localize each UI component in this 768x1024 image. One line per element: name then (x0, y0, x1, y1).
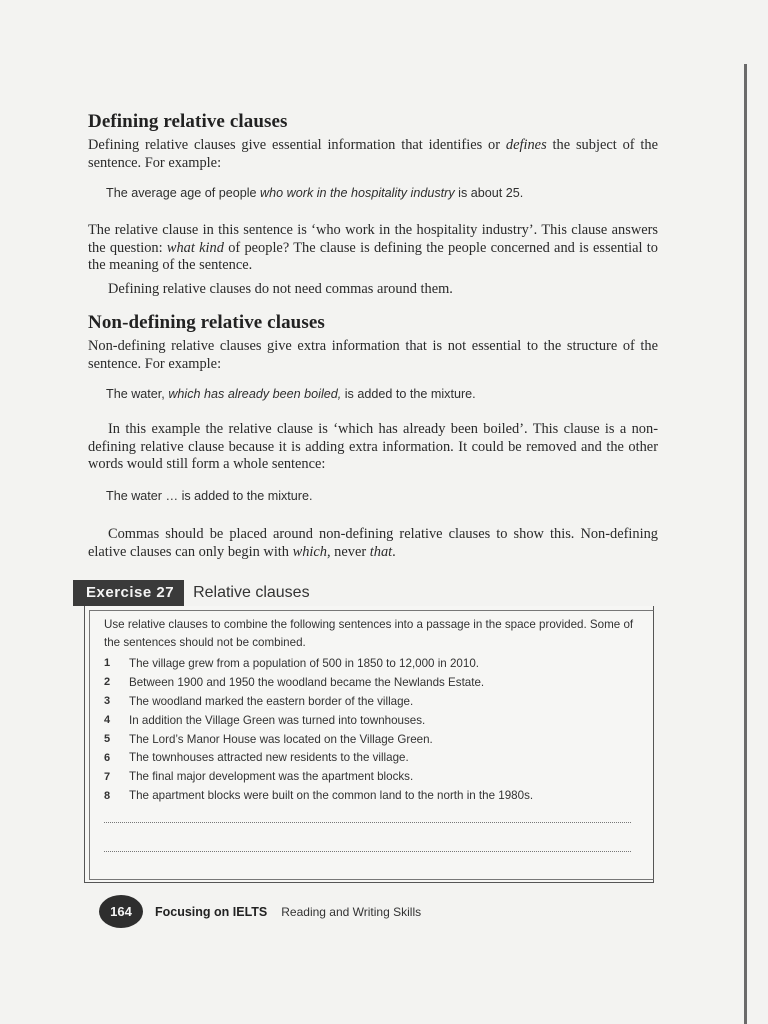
exercise-header (73, 580, 310, 606)
exercise-item (104, 786, 634, 805)
exercise-item-text: The Lord’s Manor House was located on the Village Green. (129, 732, 433, 746)
exercise-item-number: 6 (104, 751, 111, 764)
exercise-item-number: 1 (104, 657, 111, 670)
exercise-item-text: Between 1900 and 1950 the woodland became the Newlands Estate. (129, 675, 485, 689)
exercise-tag: Exercise 27 (73, 580, 184, 606)
exercise-item-text: The final major development was the apartment blocks. (129, 770, 414, 784)
exercise-instructions: Use relative clauses to combine the following sentences into a passage in the space provided. Some of the sentences should not be combined. (104, 618, 634, 649)
exercise-item-text: The apartment blocks were built on the common land to the north in the 1980s. (129, 789, 534, 803)
section-non-defining (88, 312, 658, 373)
non-defining-closing: Commas should be placed around non-defining relative clauses to show this. Non-defining elative clauses can only begin with which, never that. (88, 526, 658, 560)
exercise-item (104, 730, 634, 749)
exercise-content (104, 616, 634, 805)
exercise-item-number: 7 (104, 770, 111, 783)
exercise-item (104, 748, 634, 767)
page-number: 164 (99, 895, 143, 928)
exercise-item-text: The townhouses attracted new residents to the village. (129, 751, 409, 765)
page-footer (99, 895, 421, 928)
non-defining-intro: Non-defining relative clauses give extra information that is not essential to the structure of the sentence. For example: (88, 338, 658, 372)
defining-explanation: The relative clause in this sentence is ‘who work in the hospitality industry’. This clause answers the question: what kind of people? The clause is defining the people concerned and is essential to the meaning of the sentence. (88, 222, 658, 273)
exercise-item-number: 5 (104, 733, 111, 745)
defining-note: Defining relative clauses do not need commas around them. (108, 280, 453, 297)
exercise-title: Relative clauses (193, 584, 310, 601)
defining-example: The average age of people who work in the hospitality industry is about 25. (106, 186, 524, 200)
book-title: Focusing on IELTS (155, 904, 268, 919)
exercise-item (104, 692, 634, 711)
heading-defining: Defining relative clauses (88, 111, 288, 132)
exercise-item (104, 654, 634, 673)
defining-intro: Defining relative clauses give essential information that identifies or defines the subject of the sentence. For example: (88, 137, 658, 171)
non-defining-example: The water, which has already been boiled, is added to the mixture. (106, 387, 476, 401)
exercise-item-text: The village grew from a population of 500 in 1850 to 12,000 in 2010. (129, 656, 479, 670)
non-defining-example-2: The water … is added to the mixture. (106, 489, 313, 503)
book-subtitle: Reading and Writing Skills (281, 904, 422, 919)
exercise-item-number: 2 (104, 676, 111, 689)
section-defining (88, 111, 658, 172)
exercise-item-list (104, 654, 634, 805)
exercise-item-number: 3 (104, 695, 111, 708)
exercise-item-text: The woodland marked the eastern border of the village. (129, 694, 414, 708)
answer-line-2[interactable] (104, 851, 631, 852)
heading-non-defining: Non-defining relative clauses (88, 312, 325, 333)
exercise-item (104, 711, 634, 730)
exercise-item-number: 4 (104, 714, 111, 727)
exercise-item (104, 673, 634, 692)
page-edge (744, 64, 747, 1024)
answer-line-1[interactable] (104, 822, 631, 823)
exercise-item-text: In addition the Village Green was turned into townhouses. (129, 713, 426, 727)
non-defining-explanation: In this example the relative clause is ‘which has already been boiled’. This clause is a non-defining relative clause because it is adding extra information. It could be removed and the other words would still form a whole sentence: (88, 421, 658, 472)
exercise-item (104, 767, 634, 786)
exercise-item-number: 8 (104, 789, 111, 802)
